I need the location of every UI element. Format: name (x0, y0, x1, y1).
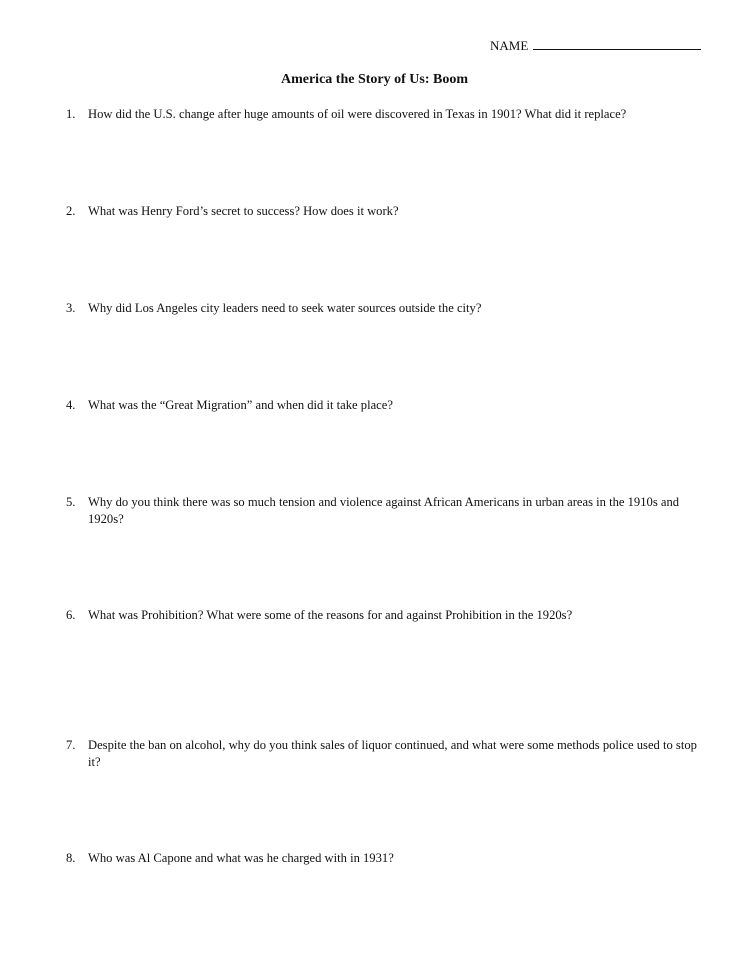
question-8 (66, 850, 706, 867)
question-text: Why do you think there was so much tension and violence against African Americans in urban areas in the 1910s and 1920s? (88, 495, 680, 526)
question-4 (66, 397, 706, 414)
question-text: How did the U.S. change after huge amounts of oil were discovered in Texas in 1901? What did it replace? (88, 107, 627, 121)
question-number: 6. (66, 608, 76, 622)
question-number: 8. (66, 851, 76, 865)
question-text: What was Henry Ford’s secret to success? How does it work? (88, 204, 399, 218)
question-number: 5. (66, 495, 76, 509)
question-3 (66, 300, 706, 317)
question-7 (66, 737, 706, 771)
question-2 (66, 203, 706, 220)
question-text: What was the “Great Migration” and when did it take place? (88, 398, 393, 412)
name-field (490, 38, 701, 54)
question-6 (66, 607, 706, 624)
question-text: Why did Los Angeles city leaders need to seek water sources outside the city? (88, 301, 482, 315)
question-number: 3. (66, 301, 76, 315)
question-text: What was Prohibition? What were some of the reasons for and against Prohibition in the 1920s? (88, 608, 573, 622)
question-text: Despite the ban on alcohol, why do you think sales of liquor continued, and what were some methods police used to stop it? (88, 738, 697, 769)
name-label: NAME (490, 38, 529, 53)
question-number: 2. (66, 204, 76, 218)
question-number: 1. (66, 107, 76, 121)
question-5 (66, 494, 706, 528)
page-title: America the Story of Us: Boom (280, 72, 468, 87)
name-blank-line[interactable] (533, 38, 701, 50)
question-number: 7. (66, 738, 76, 752)
question-number: 4. (66, 398, 76, 412)
question-1 (66, 106, 706, 123)
question-text: Who was Al Capone and what was he charged with in 1931? (88, 851, 394, 865)
